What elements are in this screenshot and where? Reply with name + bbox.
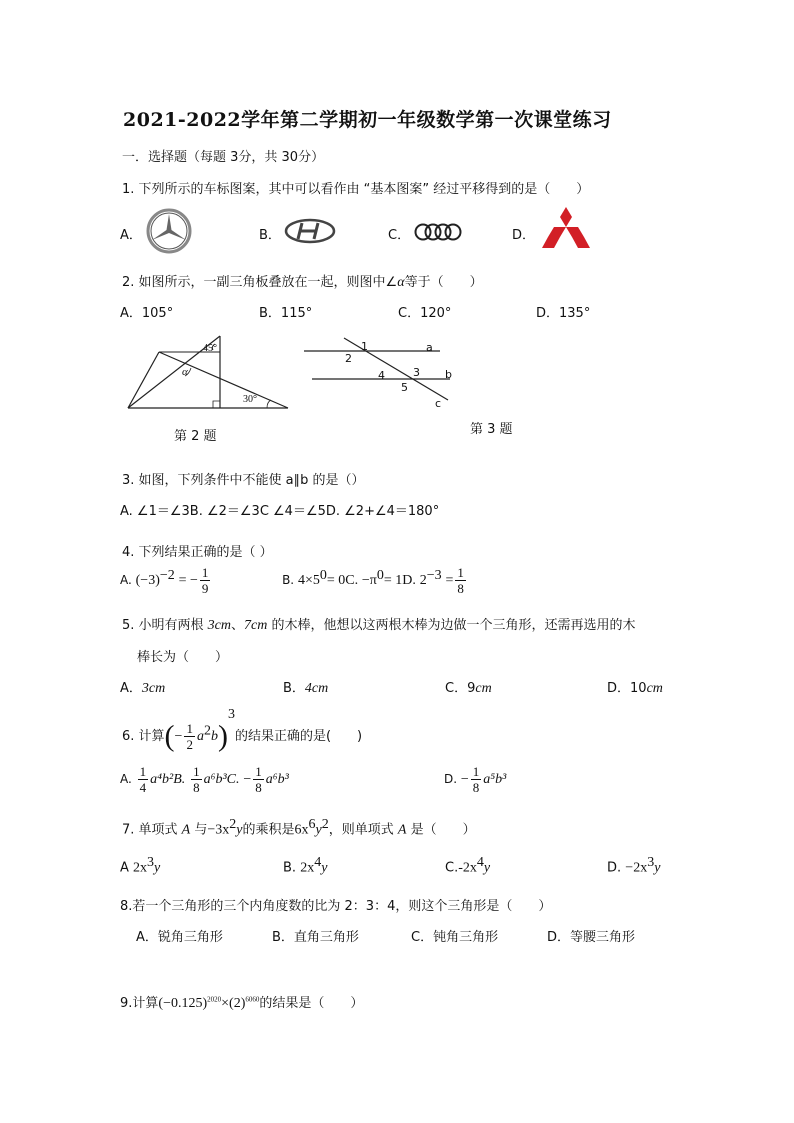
q2-option-d: D．135° xyxy=(536,306,591,321)
section-heading: 一．选择题（每题 3分，共 30分） xyxy=(122,150,325,165)
fig3-angle-3: 3 xyxy=(413,366,420,379)
q2-option-a: A．105° xyxy=(120,306,174,321)
q1-option-d-label: D． xyxy=(512,228,536,243)
q1-option-b-label: B． xyxy=(259,228,281,243)
fig3-angle-1: 1 xyxy=(361,340,368,353)
fig2-alpha-label: α xyxy=(182,366,188,378)
fig3-line-b: b xyxy=(445,368,452,381)
q5-option-c: C．9cm xyxy=(445,681,492,696)
fig3-line-c: c xyxy=(435,397,442,410)
question-2-text: 2. 如图所示，一副三角板叠放在一起，则图中∠α等于（ ） xyxy=(122,275,483,290)
fig2-caption: 第 2 题 xyxy=(174,429,217,444)
question-8-text: 8.若一个三角形的三个内角度数的比为 2：3：4，则这个三角形是（ ） xyxy=(120,899,552,914)
question-4-text: 4. 下列结果正确的是（ ） xyxy=(122,545,273,560)
fig3-line-a: a xyxy=(426,341,433,354)
fig2-30-label: 30° xyxy=(243,394,257,405)
fig3-angle-4: 4 xyxy=(378,369,385,382)
question-9-text: 9.计算$(-0.125)^{2020}\times(2)^{6060}$的结果是（ ） xyxy=(120,995,364,1011)
page-title: 2021-2022学年第二学期初一年级数学第一次课堂练习 xyxy=(123,109,612,131)
audi-rings-icon xyxy=(414,222,462,242)
q8-option-a: A．锐角三角形 xyxy=(136,930,223,945)
fig3-caption: 第 3 题 xyxy=(470,422,513,437)
fig3-angle-5: 5 xyxy=(401,381,408,394)
q5-option-d: D．10cm xyxy=(607,681,663,696)
hyundai-logo-icon xyxy=(284,218,336,244)
q5-option-a: A．3cm xyxy=(120,681,166,696)
question-5-line2: 棒长为（ ） xyxy=(137,650,229,665)
mitsubishi-logo-icon xyxy=(540,206,592,250)
mercedes-logo-icon xyxy=(146,208,192,254)
q7-option-a: A $2x^3y$ xyxy=(120,855,161,876)
q6-option-d: D. − $\frac{1}{8}$ a⁵b³ xyxy=(444,764,507,795)
q5-option-b: B．4cm xyxy=(283,681,329,696)
q8-option-c: C．钝角三角形 xyxy=(411,930,499,945)
q7-option-c: $C.-2x^4y$ xyxy=(445,855,491,876)
q8-option-b: B．直角三角形 xyxy=(272,930,359,945)
q8-option-d: D．等腰三角形 xyxy=(547,930,636,945)
question-5-line1: 5. 小明有两根 3cm、7cm 的木棒，他想以这两根木棒为边做一个三角形，还需再选用的木 xyxy=(122,618,636,633)
question-7-text: 7. 单项式 A 与$-3x^2y$的乘积是$6x^6y^2$，则单项式 A 是（ ） xyxy=(122,817,476,838)
q7-option-b: B. $2x^4y$ xyxy=(283,855,328,876)
q1-option-c-label: C． xyxy=(388,228,411,243)
q7-option-d: D. $-2x^3y$ xyxy=(607,855,661,876)
q3-options: A. ∠1＝∠3B. ∠2＝∠3C ∠4＝∠5D. ∠2+∠4＝180° xyxy=(120,504,440,519)
q4-options: A. $(-3)^{-2}$ = − $\frac{1}{9}$ B. $4\times 5^0= 0C$. $-\pi^0= 1D$. $2^{-3}$ = $\frac{1}{8}$ xyxy=(120,565,464,596)
q2-option-c: C．120° xyxy=(398,306,452,321)
question-3-text: 3. 如图，下列条件中不能使 a∥b 的是（） xyxy=(122,473,365,488)
q6-options-abc: A. $\frac{1}{4}$ a⁴b²B. $\frac{1}{8}$ a⁶b³C. − $\frac{1}{8}$ a⁶b³ xyxy=(120,764,289,795)
question-6-text: 6. 计算(− $\frac{1}{2}$ $a^2b)^3$的结果正确的是( ) xyxy=(122,707,363,753)
fig2-45-label: 45° xyxy=(203,343,217,354)
q1-option-a-label: A． xyxy=(120,228,142,243)
question-1-text: 1. 下列所示的车标图案，其中可以看作由 “基本图案” 经过平移得到的是（ ） xyxy=(122,182,590,197)
q2-option-b: B．115° xyxy=(259,306,313,321)
fig3-angle-2: 2 xyxy=(345,352,352,365)
